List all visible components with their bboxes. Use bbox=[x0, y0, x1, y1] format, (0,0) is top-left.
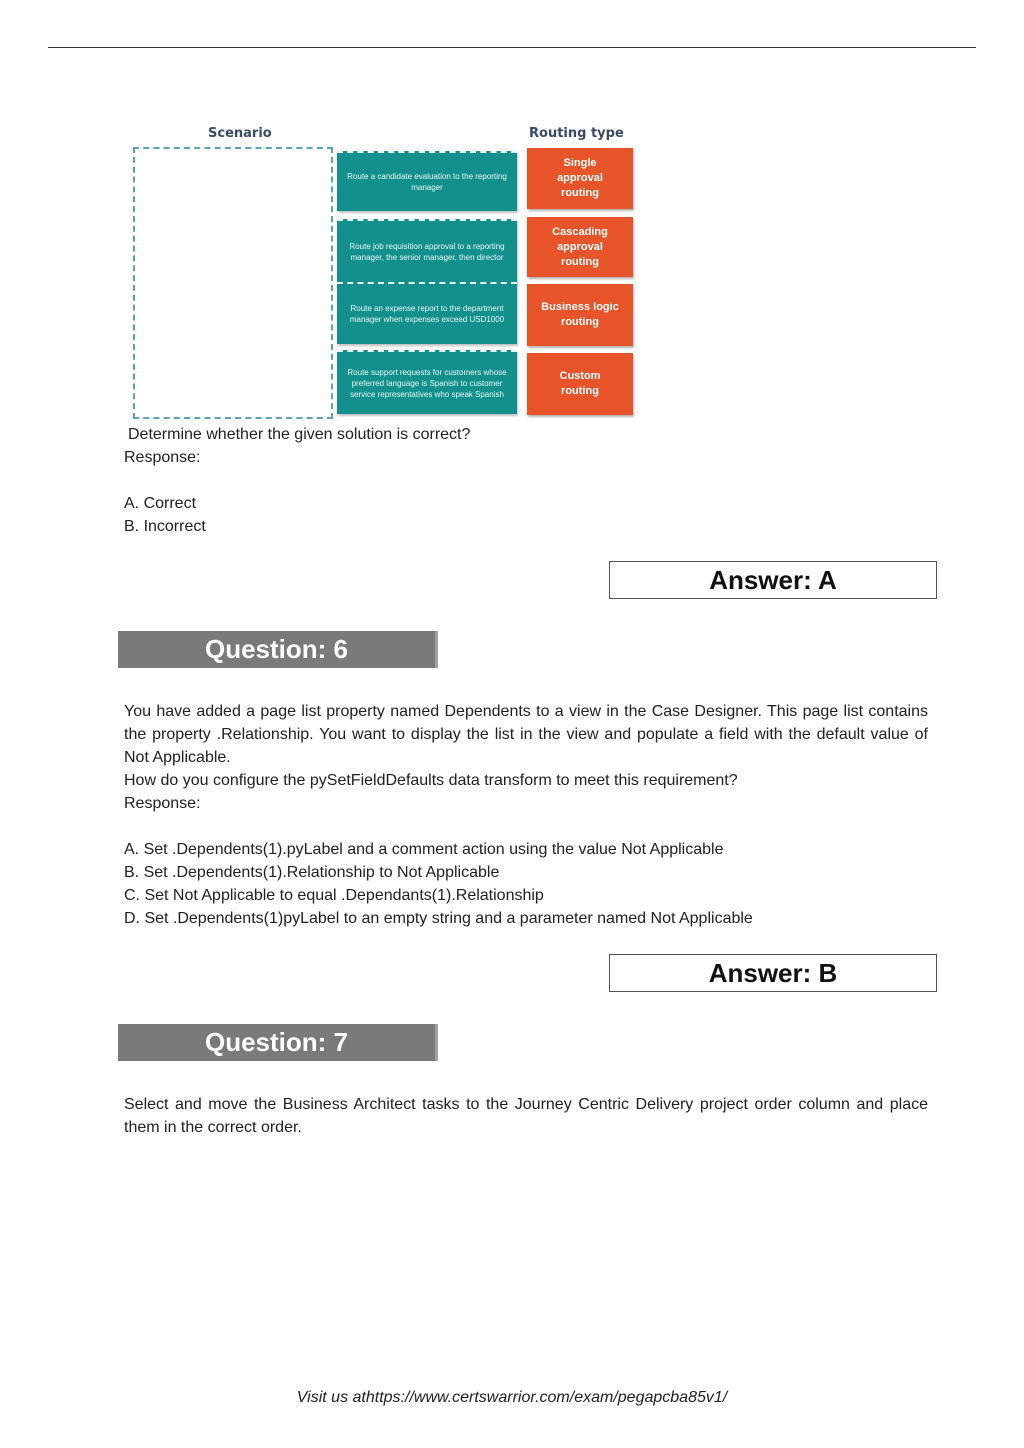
q6-header bbox=[118, 631, 438, 668]
q5-option-a: A. Correct bbox=[124, 495, 197, 512]
scenario-item[interactable]: Route support requests for customers whose preferred language is Spanish to customer service representatives who speak Spanish bbox=[337, 350, 517, 414]
q6-text bbox=[124, 700, 928, 930]
q7-body: Select and move the Business Architect tasks to the Journey Centric Delivery project order column and place them in the correct order. bbox=[124, 1096, 928, 1136]
q6-question: How do you configure the pySetFieldDefaults data transform to meet this requirement? bbox=[124, 772, 738, 789]
q6-header-text: Question: 6 bbox=[204, 634, 348, 664]
q5-answer-box bbox=[609, 561, 937, 599]
scenario-item[interactable]: Route a candidate evaluation to the reporting manager bbox=[337, 151, 517, 211]
routing-column-title: Routing type bbox=[529, 126, 624, 141]
q6-response-label: Response: bbox=[124, 795, 201, 812]
q5-option-b: B. Incorrect bbox=[124, 518, 206, 535]
routing-type-item[interactable]: Single approval routing bbox=[527, 148, 633, 209]
scenario-item[interactable]: Route an expense report to the department manager when expenses exceed USD1000 bbox=[337, 282, 517, 344]
scenario-item[interactable]: Route job requisition approval to a reporting manager, the senior manager, then director bbox=[337, 219, 517, 283]
q6-answer-box bbox=[609, 954, 937, 992]
footer-link[interactable]: Visit us athttps://www.certswarrior.com/exam/pegapcba85v1/ bbox=[296, 1389, 728, 1406]
q7-header-text: Question: 7 bbox=[204, 1027, 348, 1057]
routing-diagram bbox=[124, 118, 644, 423]
q6-option-d: D. Set .Dependents(1)pyLabel to an empty string and a parameter named Not Applicable bbox=[124, 910, 753, 927]
q5-response-label: Response: bbox=[124, 449, 201, 466]
q6-option-b: B. Set .Dependents(1).Relationship to Not Applicable bbox=[124, 864, 500, 881]
q5-prompt: Determine whether the given solution is correct? bbox=[128, 426, 471, 443]
routing-type-item[interactable]: Cascading approval routing bbox=[527, 217, 633, 277]
q7-header bbox=[118, 1024, 438, 1061]
routing-type-item[interactable]: Custom routing bbox=[527, 353, 633, 415]
q6-option-c: C. Set Not Applicable to equal .Dependants(1).Relationship bbox=[124, 887, 544, 904]
header-rule bbox=[48, 47, 976, 48]
q6-option-a: A. Set .Dependents(1).pyLabel and a comment action using the value Not Applicable bbox=[124, 841, 724, 858]
routing-type-item[interactable]: Business logic routing bbox=[527, 284, 633, 346]
q6-answer-text: Answer: B bbox=[708, 957, 838, 988]
scenario-column-title: Scenario bbox=[208, 126, 272, 141]
q5-answer-text: Answer: A bbox=[709, 564, 837, 595]
q7-text bbox=[124, 1093, 928, 1139]
scenario-drop-zone[interactable] bbox=[133, 147, 333, 419]
q6-body: You have added a page list property named Dependents to a view in the Case Designer. This page list contains the property .Relationship. You want to display the list in the view and populate a field with the default value of Not Applicable. bbox=[124, 703, 928, 766]
